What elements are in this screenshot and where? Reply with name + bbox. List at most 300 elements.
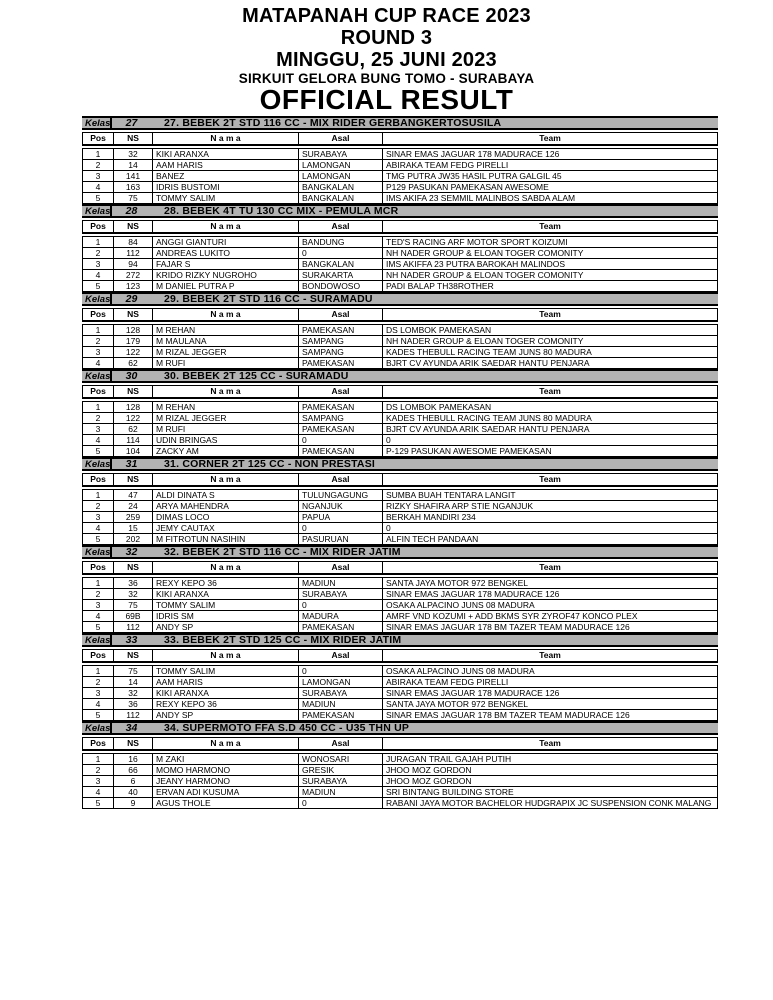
cell-asal: PAMEKASAN bbox=[299, 402, 383, 413]
cell-pos: 1 bbox=[83, 490, 114, 501]
cell-ns: 75 bbox=[114, 666, 153, 677]
cell-ns: 66 bbox=[114, 765, 153, 776]
cell-nama: DIMAS LOCO bbox=[153, 512, 299, 523]
kelas-label: Kelas bbox=[82, 118, 112, 128]
class-number: 32 bbox=[125, 546, 138, 558]
cell-nama: M MAULANA bbox=[153, 336, 299, 347]
cell-nama: REXY KEPO 36 bbox=[153, 699, 299, 710]
col-header-nama: N a m a bbox=[153, 386, 299, 399]
cell-nama: REXY KEPO 36 bbox=[153, 578, 299, 589]
column-header-row bbox=[83, 309, 718, 322]
cell-nama: M REHAN bbox=[153, 402, 299, 413]
table-row bbox=[83, 501, 718, 512]
cell-asal: MADURA bbox=[299, 611, 383, 622]
column-header-table bbox=[82, 561, 718, 575]
col-header-team: Team bbox=[383, 221, 718, 234]
cell-pos: 3 bbox=[83, 347, 114, 358]
cell-pos: 4 bbox=[83, 435, 114, 446]
cell-nama: IDRIS BUSTOMI bbox=[153, 182, 299, 193]
cell-pos: 3 bbox=[83, 688, 114, 699]
cell-ns: 69B bbox=[114, 611, 153, 622]
cell-pos: 1 bbox=[83, 578, 114, 589]
class-number: 27 bbox=[125, 117, 138, 129]
cell-team: OSAKA ALPACINO JUNS 08 MADURA bbox=[383, 666, 718, 677]
class-section bbox=[82, 633, 718, 721]
cell-pos: 5 bbox=[83, 193, 114, 204]
cell-pos: 4 bbox=[83, 270, 114, 281]
cell-asal: SAMPANG bbox=[299, 336, 383, 347]
cell-team: SANTA JAYA MOTOR 972 BENGKEL bbox=[383, 699, 718, 710]
cell-asal: LAMONGAN bbox=[299, 677, 383, 688]
col-header-pos: Pos bbox=[83, 386, 114, 399]
class-header-bar bbox=[82, 457, 718, 471]
class-header-bar bbox=[82, 204, 718, 218]
cell-asal: SURABAYA bbox=[299, 149, 383, 160]
cell-nama: TOMMY SALIM bbox=[153, 193, 299, 204]
table-row bbox=[83, 237, 718, 248]
class-section bbox=[82, 204, 718, 292]
col-header-team: Team bbox=[383, 738, 718, 751]
cell-nama: M RIZAL JEGGER bbox=[153, 347, 299, 358]
table-row bbox=[83, 325, 718, 336]
kelas-label: Kelas bbox=[82, 547, 112, 557]
table-row bbox=[83, 193, 718, 204]
col-header-team: Team bbox=[383, 562, 718, 575]
cell-team: BJRT CV AYUNDA ARIK SAEDAR HANTU PENJARA bbox=[383, 424, 718, 435]
column-header-table bbox=[82, 737, 718, 751]
col-header-pos: Pos bbox=[83, 474, 114, 487]
cell-asal: PASURUAN bbox=[299, 534, 383, 545]
cell-nama: M FITROTUN NASIHIN bbox=[153, 534, 299, 545]
table-row bbox=[83, 512, 718, 523]
cell-pos: 2 bbox=[83, 336, 114, 347]
cell-pos: 3 bbox=[83, 776, 114, 787]
cell-ns: 75 bbox=[114, 600, 153, 611]
cell-team: 0 bbox=[383, 523, 718, 534]
cell-asal: PAMEKASAN bbox=[299, 358, 383, 369]
cell-team: NH NADER GROUP & ELOAN TOGER COMONITY bbox=[383, 270, 718, 281]
results-table bbox=[82, 236, 718, 292]
table-row bbox=[83, 765, 718, 776]
cell-ns: 112 bbox=[114, 248, 153, 259]
column-header-row bbox=[83, 562, 718, 575]
column-header-table bbox=[82, 473, 718, 487]
cell-ns: 259 bbox=[114, 512, 153, 523]
cell-asal: MADIUN bbox=[299, 578, 383, 589]
cell-nama: M REHAN bbox=[153, 325, 299, 336]
cell-team: BERKAH MANDIRI 234 bbox=[383, 512, 718, 523]
cell-asal: MADIUN bbox=[299, 699, 383, 710]
cell-asal: TULUNGAGUNG bbox=[299, 490, 383, 501]
results-table bbox=[82, 489, 718, 545]
cell-asal: WONOSARI bbox=[299, 754, 383, 765]
cell-team: IMS AKIFFA 23 PUTRA BAROKAH MALINDOS bbox=[383, 259, 718, 270]
cell-team: NH NADER GROUP & ELOAN TOGER COMONITY bbox=[383, 336, 718, 347]
table-row bbox=[83, 622, 718, 633]
cell-pos: 5 bbox=[83, 281, 114, 292]
cell-asal: MADIUN bbox=[299, 787, 383, 798]
cell-team: DS LOMBOK PAMEKASAN bbox=[383, 402, 718, 413]
cell-team: ABIRAKA TEAM FEDG PIRELLI bbox=[383, 160, 718, 171]
table-row bbox=[83, 699, 718, 710]
cell-nama: JEMY CAUTAX bbox=[153, 523, 299, 534]
col-header-nama: N a m a bbox=[153, 221, 299, 234]
cell-nama: ANDREAS LUKITO bbox=[153, 248, 299, 259]
cell-nama: ANGGI GIANTURI bbox=[153, 237, 299, 248]
cell-asal: SURABAYA bbox=[299, 776, 383, 787]
cell-pos: 4 bbox=[83, 182, 114, 193]
table-row bbox=[83, 160, 718, 171]
cell-nama: M RUFI bbox=[153, 424, 299, 435]
cell-ns: 202 bbox=[114, 534, 153, 545]
column-header-row bbox=[83, 650, 718, 663]
cell-pos: 2 bbox=[83, 248, 114, 259]
cell-ns: 14 bbox=[114, 160, 153, 171]
cell-nama: MOMO HARMONO bbox=[153, 765, 299, 776]
cell-nama: TOMMY SALIM bbox=[153, 666, 299, 677]
col-header-asal: Asal bbox=[299, 738, 383, 751]
cell-ns: 141 bbox=[114, 171, 153, 182]
cell-asal: SURABAYA bbox=[299, 688, 383, 699]
cell-team: PADI BALAP TH38ROTHER bbox=[383, 281, 718, 292]
class-header-bar bbox=[82, 633, 718, 647]
cell-asal: BANDUNG bbox=[299, 237, 383, 248]
table-row bbox=[83, 754, 718, 765]
cell-nama: AAM HARIS bbox=[153, 677, 299, 688]
table-row bbox=[83, 259, 718, 270]
table-row bbox=[83, 490, 718, 501]
kelas-label: Kelas bbox=[82, 206, 112, 216]
cell-pos: 5 bbox=[83, 534, 114, 545]
cell-team: NH NADER GROUP & ELOAN TOGER COMONITY bbox=[383, 248, 718, 259]
event-round: ROUND 3 bbox=[340, 27, 433, 49]
cell-asal: PAMEKASAN bbox=[299, 622, 383, 633]
col-header-ns: NS bbox=[114, 133, 153, 146]
cell-asal: PAMEKASAN bbox=[299, 446, 383, 457]
cell-asal: 0 bbox=[299, 435, 383, 446]
cell-team: SANTA JAYA MOTOR 972 BENGKEL bbox=[383, 578, 718, 589]
column-header-row bbox=[83, 474, 718, 487]
col-header-nama: N a m a bbox=[153, 562, 299, 575]
class-title: 34. SUPERMOTO FFA S.D 450 CC - U35 THN UP bbox=[164, 722, 410, 734]
class-title: 30. BEBEK 2T 125 CC - SURAMADU bbox=[164, 370, 349, 382]
col-header-ns: NS bbox=[114, 738, 153, 751]
cell-asal: BANGKALAN bbox=[299, 259, 383, 270]
cell-ns: 14 bbox=[114, 677, 153, 688]
col-header-team: Team bbox=[383, 650, 718, 663]
cell-asal: 0 bbox=[299, 666, 383, 677]
results-sections bbox=[82, 116, 718, 809]
cell-team: RABANI JAYA MOTOR BACHELOR HUDGRAPIX JC SUSPENSION CONK MALANG bbox=[383, 798, 718, 809]
cell-pos: 2 bbox=[83, 677, 114, 688]
cell-ns: 24 bbox=[114, 501, 153, 512]
cell-team: DS LOMBOK PAMEKASAN bbox=[383, 325, 718, 336]
table-row bbox=[83, 710, 718, 721]
cell-team: OSAKA ALPACINO JUNS 08 MADURA bbox=[383, 600, 718, 611]
table-row bbox=[83, 149, 718, 160]
class-section bbox=[82, 116, 718, 204]
cell-pos: 4 bbox=[83, 523, 114, 534]
cell-pos: 5 bbox=[83, 798, 114, 809]
column-header-table bbox=[82, 220, 718, 234]
class-section bbox=[82, 721, 718, 809]
column-header-table bbox=[82, 649, 718, 663]
table-row bbox=[83, 281, 718, 292]
cell-team: ALFIN TECH PANDAAN bbox=[383, 534, 718, 545]
kelas-label: Kelas bbox=[82, 371, 112, 381]
event-date: MINGGU, 25 JUNI 2023 bbox=[276, 49, 497, 71]
table-row bbox=[83, 677, 718, 688]
cell-pos: 1 bbox=[83, 754, 114, 765]
col-header-nama: N a m a bbox=[153, 738, 299, 751]
cell-asal: PAMEKASAN bbox=[299, 325, 383, 336]
cell-asal: SAMPANG bbox=[299, 413, 383, 424]
cell-nama: ARYA MAHENDRA bbox=[153, 501, 299, 512]
class-title: 32. BEBEK 2T STD 116 CC - MIX RIDER JATIM bbox=[164, 546, 401, 558]
cell-pos: 2 bbox=[83, 501, 114, 512]
cell-team: SINAR EMAS JAGUAR 178 MADURACE 126 bbox=[383, 149, 718, 160]
column-header-row bbox=[83, 133, 718, 146]
class-number: 34 bbox=[125, 722, 138, 734]
cell-ns: 47 bbox=[114, 490, 153, 501]
event-venue: SIRKUIT GELORA BUNG TOMO - SURABAYA bbox=[238, 71, 535, 86]
cell-pos: 4 bbox=[83, 787, 114, 798]
table-row bbox=[83, 248, 718, 259]
results-table bbox=[82, 753, 718, 809]
cell-ns: 32 bbox=[114, 688, 153, 699]
cell-team: ABIRAKA TEAM FEDG PIRELLI bbox=[383, 677, 718, 688]
cell-pos: 5 bbox=[83, 710, 114, 721]
cell-pos: 2 bbox=[83, 160, 114, 171]
cell-ns: 36 bbox=[114, 699, 153, 710]
cell-pos: 1 bbox=[83, 402, 114, 413]
cell-asal: 0 bbox=[299, 248, 383, 259]
result-label: OFFICIAL RESULT bbox=[259, 84, 514, 115]
col-header-team: Team bbox=[383, 309, 718, 322]
cell-ns: 94 bbox=[114, 259, 153, 270]
cell-pos: 1 bbox=[83, 149, 114, 160]
cell-team: SINAR EMAS JAGUAR 178 BM TAZER TEAM MADURACE 126 bbox=[383, 710, 718, 721]
cell-asal: 0 bbox=[299, 600, 383, 611]
class-title: 33. BEBEK 2T STD 125 CC - MIX RIDER JATIM bbox=[164, 634, 402, 646]
cell-ns: 272 bbox=[114, 270, 153, 281]
cell-nama: TOMMY SALIM bbox=[153, 600, 299, 611]
cell-team: SRI BINTANG BUILDING STORE bbox=[383, 787, 718, 798]
table-row bbox=[83, 358, 718, 369]
cell-pos: 1 bbox=[83, 666, 114, 677]
cell-team: P129 PASUKAN PAMEKASAN AWESOME bbox=[383, 182, 718, 193]
col-header-ns: NS bbox=[114, 562, 153, 575]
class-header-bar bbox=[82, 292, 718, 306]
cell-asal: BANGKALAN bbox=[299, 193, 383, 204]
cell-ns: 40 bbox=[114, 787, 153, 798]
cell-nama: ANDY SP bbox=[153, 622, 299, 633]
col-header-pos: Pos bbox=[83, 738, 114, 751]
cell-nama: KRIDO RIZKY NUGROHO bbox=[153, 270, 299, 281]
cell-pos: 3 bbox=[83, 259, 114, 270]
cell-pos: 3 bbox=[83, 171, 114, 182]
cell-ns: 123 bbox=[114, 281, 153, 292]
cell-team: P-129 PASUKAN AWESOME PAMEKASAN bbox=[383, 446, 718, 457]
col-header-pos: Pos bbox=[83, 309, 114, 322]
table-row bbox=[83, 798, 718, 809]
class-section bbox=[82, 369, 718, 457]
col-header-ns: NS bbox=[114, 221, 153, 234]
col-header-asal: Asal bbox=[299, 221, 383, 234]
class-section bbox=[82, 545, 718, 633]
cell-team: TMG PUTRA JW35 HASIL PUTRA GALGIL 45 bbox=[383, 171, 718, 182]
col-header-ns: NS bbox=[114, 650, 153, 663]
table-row bbox=[83, 402, 718, 413]
results-table bbox=[82, 401, 718, 457]
cell-nama: M ZAKI bbox=[153, 754, 299, 765]
column-header-row bbox=[83, 738, 718, 751]
cell-asal: SURAKARTA bbox=[299, 270, 383, 281]
cell-asal: BONDOWOSO bbox=[299, 281, 383, 292]
cell-pos: 3 bbox=[83, 512, 114, 523]
cell-ns: 104 bbox=[114, 446, 153, 457]
col-header-nama: N a m a bbox=[153, 650, 299, 663]
table-row bbox=[83, 787, 718, 798]
cell-ns: 112 bbox=[114, 622, 153, 633]
kelas-label: Kelas bbox=[82, 635, 112, 645]
cell-nama: UDIN BRINGAS bbox=[153, 435, 299, 446]
class-title: 29. BEBEK 2T STD 116 CC - SURAMADU bbox=[164, 293, 373, 305]
cell-ns: 128 bbox=[114, 325, 153, 336]
cell-nama: AAM HARIS bbox=[153, 160, 299, 171]
cell-team: AMRF VND KOZUMI + ADD BKMS SYR ZYROF47 KONCO PLEX bbox=[383, 611, 718, 622]
col-header-pos: Pos bbox=[83, 221, 114, 234]
col-header-asal: Asal bbox=[299, 650, 383, 663]
event-title: MATAPANAH CUP RACE 2023 bbox=[242, 5, 531, 27]
column-header-table bbox=[82, 308, 718, 322]
table-row bbox=[83, 776, 718, 787]
cell-nama: ANDY SP bbox=[153, 710, 299, 721]
cell-asal: NGANJUK bbox=[299, 501, 383, 512]
class-title: 31. CORNER 2T 125 CC - NON PRESTASI bbox=[164, 458, 376, 470]
class-number: 33 bbox=[125, 634, 138, 646]
cell-nama: JEANY HARMONO bbox=[153, 776, 299, 787]
class-section bbox=[82, 292, 718, 369]
cell-team: KADES THEBULL RACING TEAM JUNS 80 MADURA bbox=[383, 347, 718, 358]
cell-ns: 128 bbox=[114, 402, 153, 413]
cell-asal: PAPUA bbox=[299, 512, 383, 523]
cell-nama: IDRIS SM bbox=[153, 611, 299, 622]
col-header-team: Team bbox=[383, 133, 718, 146]
class-title: 27. BEBEK 2T STD 116 CC - MIX RIDER GERBANGKERTOSUSILA bbox=[164, 117, 502, 129]
cell-ns: 122 bbox=[114, 413, 153, 424]
cell-team: JHOO MOZ GORDON bbox=[383, 776, 718, 787]
cell-asal: 0 bbox=[299, 523, 383, 534]
table-row bbox=[83, 270, 718, 281]
cell-asal: GRESIK bbox=[299, 765, 383, 776]
table-row bbox=[83, 413, 718, 424]
col-header-nama: N a m a bbox=[153, 474, 299, 487]
cell-team: JURAGAN TRAIL GAJAH PUTIH bbox=[383, 754, 718, 765]
cell-team: SINAR EMAS JAGUAR 178 MADURACE 126 bbox=[383, 589, 718, 600]
cell-asal: LAMONGAN bbox=[299, 160, 383, 171]
cell-pos: 2 bbox=[83, 589, 114, 600]
cell-ns: 114 bbox=[114, 435, 153, 446]
cell-team: SINAR EMAS JAGUAR 178 MADURACE 126 bbox=[383, 688, 718, 699]
cell-asal: SAMPANG bbox=[299, 347, 383, 358]
col-header-asal: Asal bbox=[299, 562, 383, 575]
col-header-asal: Asal bbox=[299, 474, 383, 487]
class-title: 28. BEBEK 4T TU 130 CC MIX - PEMULA MCR bbox=[164, 205, 399, 217]
table-row bbox=[83, 611, 718, 622]
cell-team: 0 bbox=[383, 435, 718, 446]
cell-ns: 32 bbox=[114, 149, 153, 160]
cell-ns: 75 bbox=[114, 193, 153, 204]
cell-nama: ZACKY AM bbox=[153, 446, 299, 457]
table-row bbox=[83, 578, 718, 589]
column-header-row bbox=[83, 221, 718, 234]
table-row bbox=[83, 171, 718, 182]
table-row bbox=[83, 589, 718, 600]
class-header-bar bbox=[82, 721, 718, 735]
cell-pos: 1 bbox=[83, 237, 114, 248]
class-header-bar bbox=[82, 545, 718, 559]
col-header-asal: Asal bbox=[299, 133, 383, 146]
table-row bbox=[83, 600, 718, 611]
column-header-table bbox=[82, 385, 718, 399]
cell-pos: 3 bbox=[83, 424, 114, 435]
cell-nama: KIKI ARANXA bbox=[153, 149, 299, 160]
table-row bbox=[83, 666, 718, 677]
cell-nama: KIKI ARANXA bbox=[153, 688, 299, 699]
col-header-asal: Asal bbox=[299, 386, 383, 399]
col-header-ns: NS bbox=[114, 474, 153, 487]
cell-ns: 179 bbox=[114, 336, 153, 347]
cell-team: SUMBA BUAH TENTARA LANGIT bbox=[383, 490, 718, 501]
cell-team: IMS AKIFA 23 SEMMIL MALINBOS SABDA ALAM bbox=[383, 193, 718, 204]
col-header-team: Team bbox=[383, 474, 718, 487]
cell-nama: BANEZ bbox=[153, 171, 299, 182]
cell-pos: 5 bbox=[83, 622, 114, 633]
cell-ns: 15 bbox=[114, 523, 153, 534]
cell-asal: LAMONGAN bbox=[299, 171, 383, 182]
cell-ns: 62 bbox=[114, 358, 153, 369]
table-row bbox=[83, 688, 718, 699]
cell-nama: KIKI ARANXA bbox=[153, 589, 299, 600]
cell-team: BJRT CV AYUNDA ARIK SAEDAR HANTU PENJARA bbox=[383, 358, 718, 369]
cell-pos: 5 bbox=[83, 446, 114, 457]
table-row bbox=[83, 336, 718, 347]
cell-asal: SURABAYA bbox=[299, 589, 383, 600]
cell-ns: 62 bbox=[114, 424, 153, 435]
cell-team: TED'S RACING ARF MOTOR SPORT KOIZUMI bbox=[383, 237, 718, 248]
cell-nama: ALDI DINATA S bbox=[153, 490, 299, 501]
class-header-bar bbox=[82, 116, 718, 130]
cell-team: SINAR EMAS JAGUAR 178 BM TAZER TEAM MADURACE 126 bbox=[383, 622, 718, 633]
cell-ns: 32 bbox=[114, 589, 153, 600]
col-header-pos: Pos bbox=[83, 650, 114, 663]
cell-ns: 6 bbox=[114, 776, 153, 787]
col-header-pos: Pos bbox=[83, 562, 114, 575]
class-number: 31 bbox=[125, 458, 138, 470]
col-header-asal: Asal bbox=[299, 309, 383, 322]
col-header-pos: Pos bbox=[83, 133, 114, 146]
table-row bbox=[83, 347, 718, 358]
cell-pos: 4 bbox=[83, 699, 114, 710]
table-row bbox=[83, 446, 718, 457]
cell-asal: PAMEKASAN bbox=[299, 710, 383, 721]
col-header-ns: NS bbox=[114, 386, 153, 399]
table-row bbox=[83, 424, 718, 435]
kelas-label: Kelas bbox=[82, 723, 112, 733]
results-table bbox=[82, 324, 718, 369]
cell-ns: 16 bbox=[114, 754, 153, 765]
